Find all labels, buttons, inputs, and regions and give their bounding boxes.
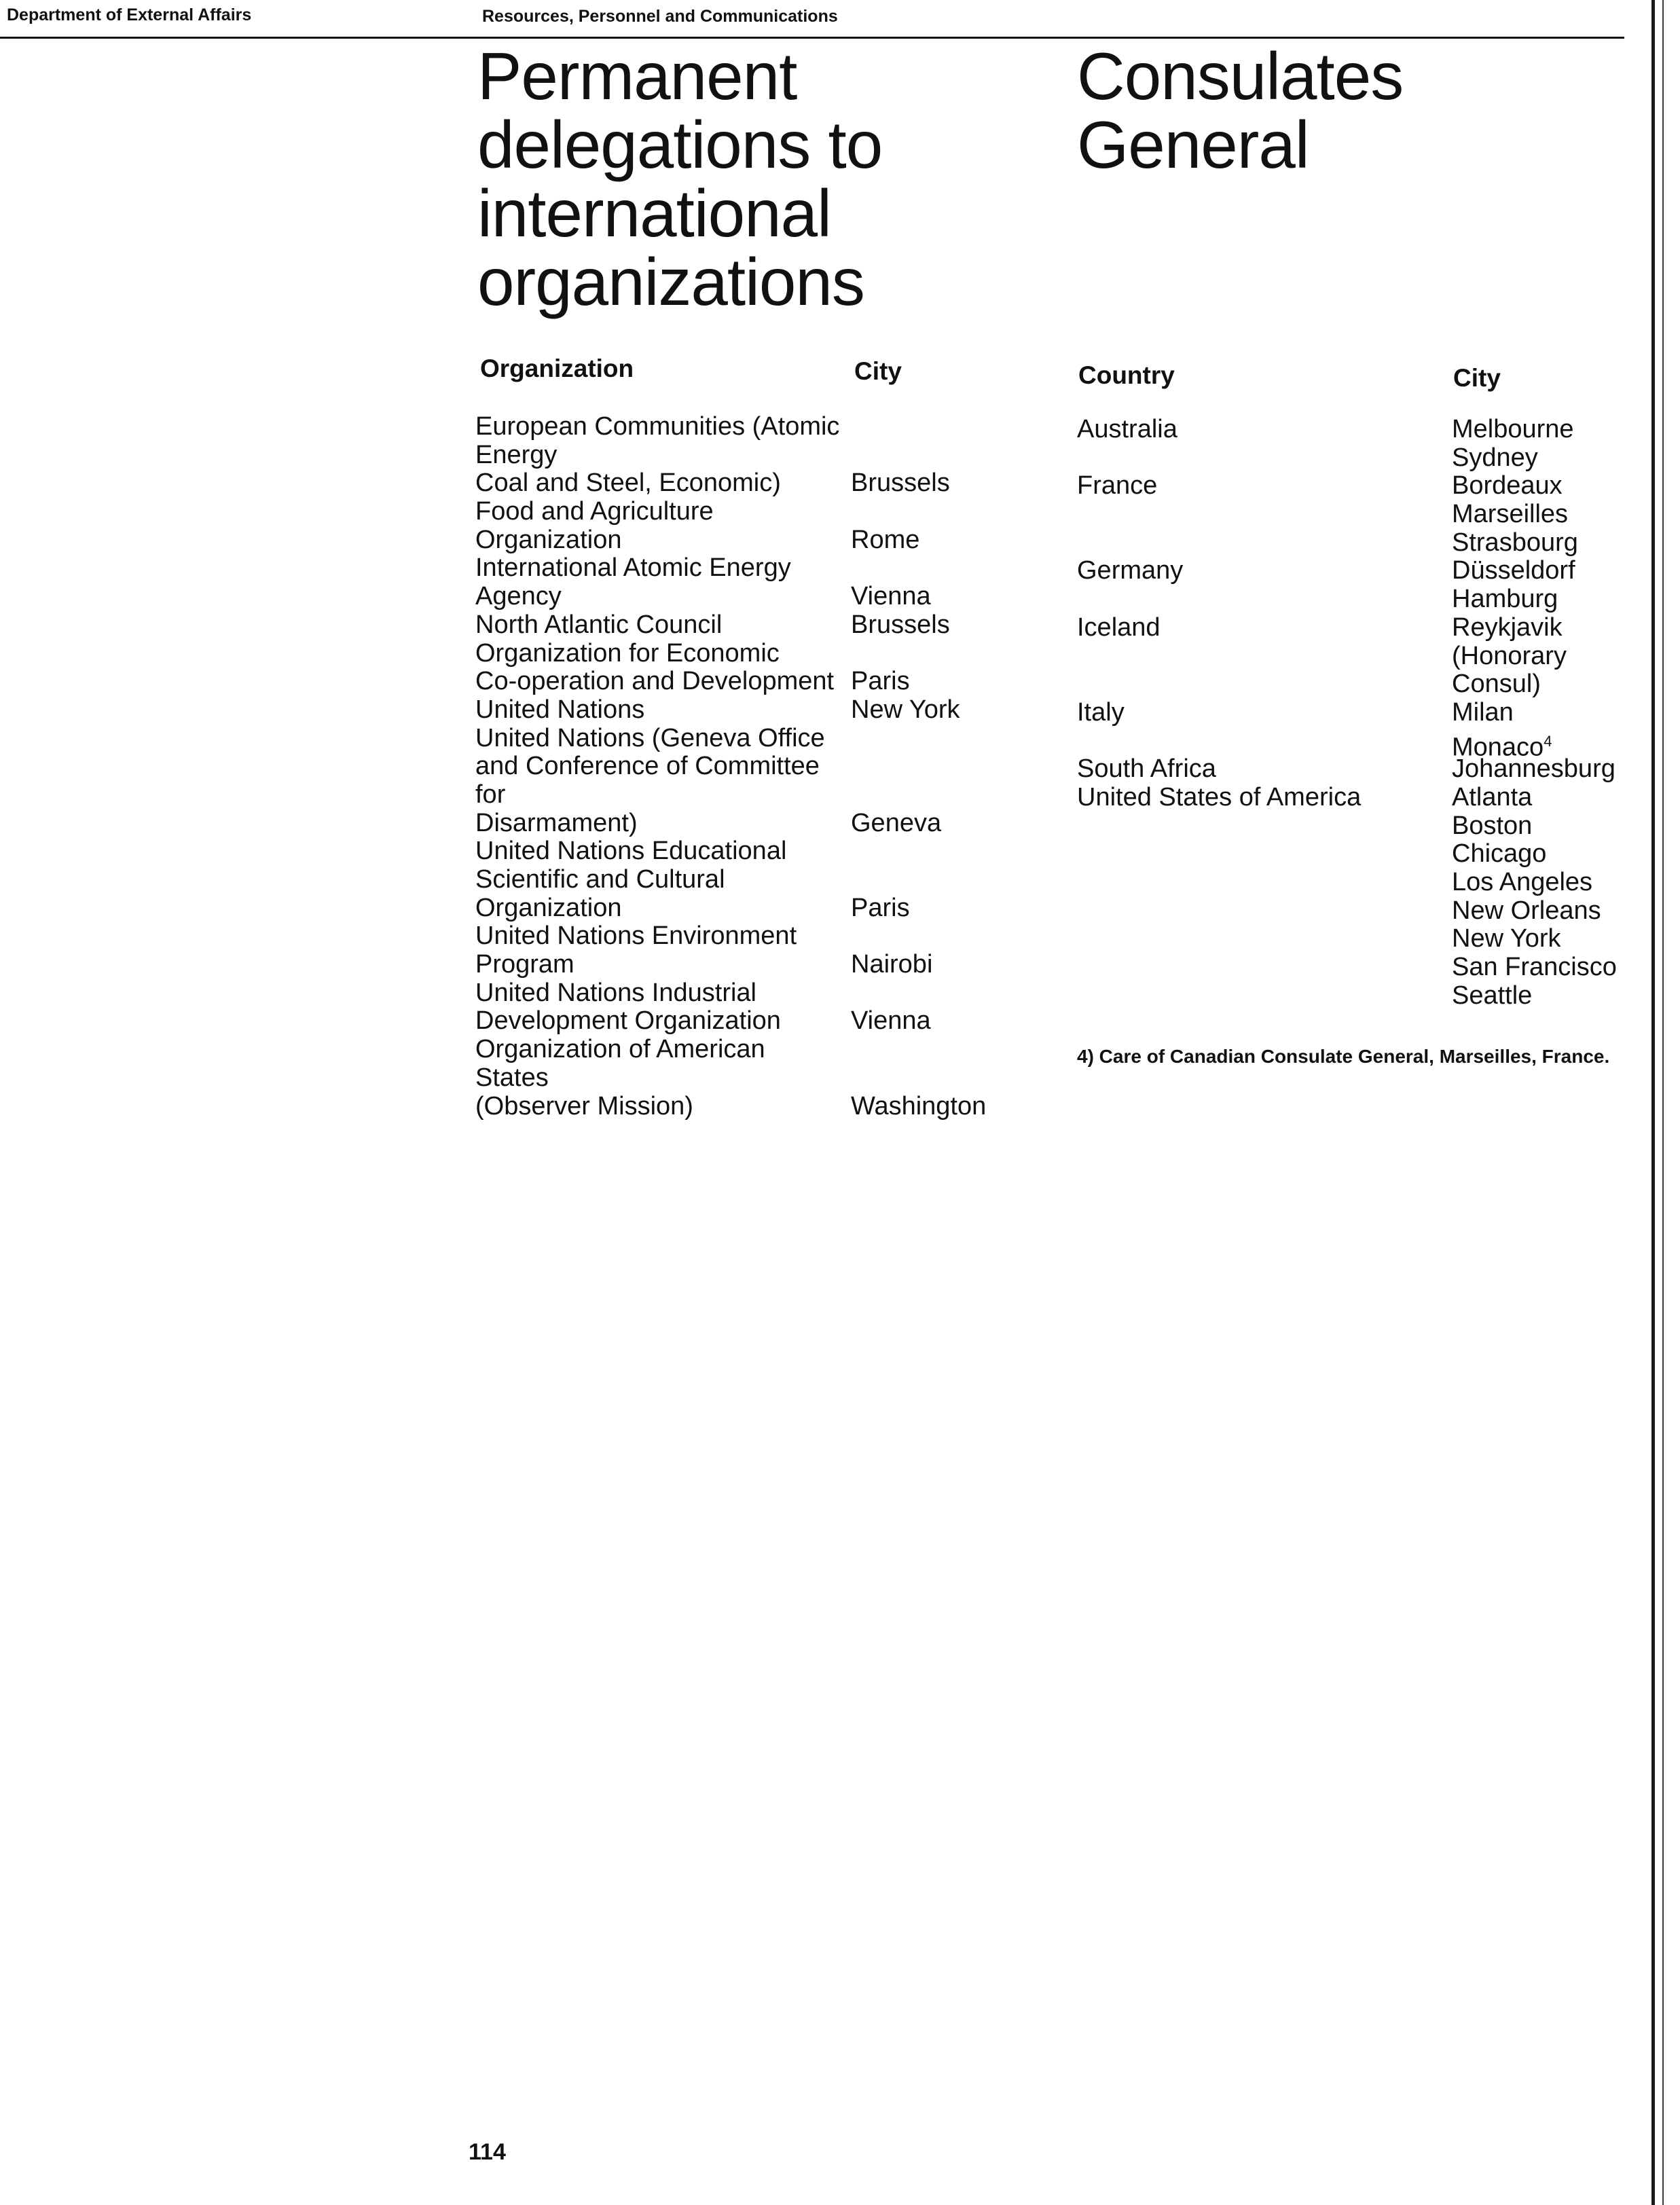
page-edge-inner xyxy=(1662,0,1664,2205)
delegation-city-line xyxy=(851,554,1000,583)
delegation-city-line xyxy=(851,441,1000,470)
delegation-city-list xyxy=(851,413,1000,1120)
delegation-city-line: Geneva xyxy=(851,808,942,837)
country-line: Australia xyxy=(1077,415,1177,443)
country-line xyxy=(1077,897,1417,926)
organization-line: United Nations (Geneva Office xyxy=(475,723,825,752)
organization-line: Organization for Economic xyxy=(475,638,780,668)
organization-line: Co-operation and Development xyxy=(475,667,835,696)
delegation-city-line xyxy=(851,640,1000,668)
consulate-city-line: Hamburg xyxy=(1452,585,1558,614)
country-line: Iceland xyxy=(1077,613,1161,642)
country-line xyxy=(1077,500,1417,529)
organization-line: United Nations Environment xyxy=(475,922,797,951)
country-line xyxy=(1077,444,1417,473)
country-line xyxy=(1077,840,1417,869)
delegation-city-line xyxy=(851,866,1000,894)
delegation-city-line xyxy=(851,922,1000,951)
organization-line: (Observer Mission) xyxy=(475,1091,693,1120)
delegations-title: Permanent delegations to international organizations xyxy=(477,39,883,319)
delegation-city-line: Nairobi xyxy=(851,950,933,979)
country-line xyxy=(1077,925,1417,953)
consulate-city-line: Los Angeles xyxy=(1452,868,1593,896)
delegation-city-line: Rome xyxy=(851,525,920,554)
delegation-city-column-header: City xyxy=(854,357,902,385)
country-line: France xyxy=(1077,471,1158,500)
consulates-title: Consulates General xyxy=(1077,39,1404,182)
page-edge xyxy=(1651,0,1655,2205)
delegation-city-line: Paris xyxy=(851,667,910,696)
country-line xyxy=(1077,529,1417,558)
consulate-city-line: Monaco$^4$ xyxy=(1452,732,1552,762)
organization-line: Food and Agriculture xyxy=(475,497,714,526)
country-line: United States of America xyxy=(1077,782,1362,812)
delegation-city-line: Brussels xyxy=(851,610,950,639)
organization-list xyxy=(475,413,856,1120)
country-line xyxy=(1077,812,1417,841)
country-line xyxy=(1077,642,1417,671)
organization-line: Organization of American xyxy=(475,1035,765,1064)
organization-line: for xyxy=(475,780,506,809)
delegation-city-line: New York xyxy=(851,695,960,724)
country-column-header: Country xyxy=(1078,361,1175,389)
organization-line: Energy xyxy=(475,440,558,469)
delegation-city-line xyxy=(851,413,1000,441)
delegation-city-line: Paris xyxy=(851,893,910,922)
organization-line: Development Organization xyxy=(475,1006,781,1036)
organization-line: and Conference of Committee xyxy=(475,752,820,781)
organization-line: Coal and Steel, Economic) xyxy=(475,469,781,498)
country-line: Germany xyxy=(1077,556,1184,585)
organization-line: Disarmament) xyxy=(475,808,638,837)
consulate-city-line: Milan xyxy=(1452,697,1514,727)
delegation-city-line: Washington xyxy=(851,1091,987,1120)
country-line: Italy xyxy=(1077,697,1125,727)
organization-line: European Communities (Atomic xyxy=(475,412,840,441)
delegation-city-line xyxy=(851,837,1000,866)
delegation-city-line xyxy=(851,979,1000,1008)
country-line xyxy=(1077,670,1417,699)
organization-line: Organization xyxy=(475,893,622,922)
country-list xyxy=(1077,416,1417,1010)
delegation-city-line xyxy=(851,752,1000,781)
country-line xyxy=(1077,585,1417,614)
delegation-city-line: Brussels xyxy=(851,469,950,498)
organization-line: International Atomic Energy xyxy=(475,553,791,583)
consulate-city-line: Melbourne xyxy=(1452,415,1574,443)
country-line xyxy=(1077,727,1417,756)
organization-line: United Nations xyxy=(475,695,645,724)
consulate-city-line: (Honorary xyxy=(1452,641,1567,670)
consulate-city-line: Bordeaux xyxy=(1452,471,1563,500)
delegation-city-line: Vienna xyxy=(851,1006,931,1036)
consulate-city-list xyxy=(1452,416,1649,1010)
consulate-city-line: Sydney xyxy=(1452,443,1538,472)
consulate-city-line: Atlanta xyxy=(1452,782,1533,812)
consulate-city-line: San Francisco xyxy=(1452,953,1617,982)
organization-line: Organization xyxy=(475,525,622,554)
consulate-city-line: Marseilles xyxy=(1452,500,1569,529)
delegation-city-line xyxy=(851,1064,1000,1093)
header-center: Resources, Personnel and Communications xyxy=(482,7,838,26)
organization-line: States xyxy=(475,1063,549,1092)
organization-line: Agency xyxy=(475,582,562,611)
consulate-city-line: Chicago xyxy=(1452,839,1547,869)
footnote-marker: 4 xyxy=(1544,732,1552,750)
delegation-city-line xyxy=(851,781,1000,809)
organization-line: Program xyxy=(475,950,574,979)
consulate-city-line: New York xyxy=(1452,924,1561,953)
delegation-city-line xyxy=(851,1036,1000,1064)
consulate-city-line: Johannesburg xyxy=(1452,754,1615,784)
country-line xyxy=(1077,869,1417,897)
organization-line: Scientific and Cultural xyxy=(475,865,725,894)
delegation-city-line: Vienna xyxy=(851,582,931,611)
organization-line: United Nations Industrial xyxy=(475,978,756,1007)
delegation-city-line xyxy=(851,498,1000,526)
consulate-city-line: Strasbourg xyxy=(1452,528,1578,557)
page-number: 114 xyxy=(469,2139,506,2165)
organization-line: North Atlantic Council xyxy=(475,610,723,639)
consulate-city-line: Boston xyxy=(1452,811,1533,840)
delegation-city-line xyxy=(851,725,1000,753)
consulate-city-line: Düsseldorf xyxy=(1452,556,1575,585)
country-line xyxy=(1077,953,1417,982)
consulate-city-line: Seattle xyxy=(1452,981,1533,1010)
consulate-city-line: Consul) xyxy=(1452,670,1541,699)
organization-line: United Nations Educational xyxy=(475,837,787,866)
footnote: 4) Care of Canadian Consulate General, Marseilles, France. xyxy=(1077,1046,1610,1067)
country-line xyxy=(1077,982,1417,1010)
consulate-city-line: Reykjavik xyxy=(1452,613,1563,642)
organization-column-header: Organization xyxy=(480,354,634,382)
consulate-city-column-header: City xyxy=(1453,364,1501,392)
country-line: South Africa xyxy=(1077,754,1216,784)
consulate-city-line: New Orleans xyxy=(1452,896,1601,925)
header-left: Department of External Affairs xyxy=(7,5,252,24)
